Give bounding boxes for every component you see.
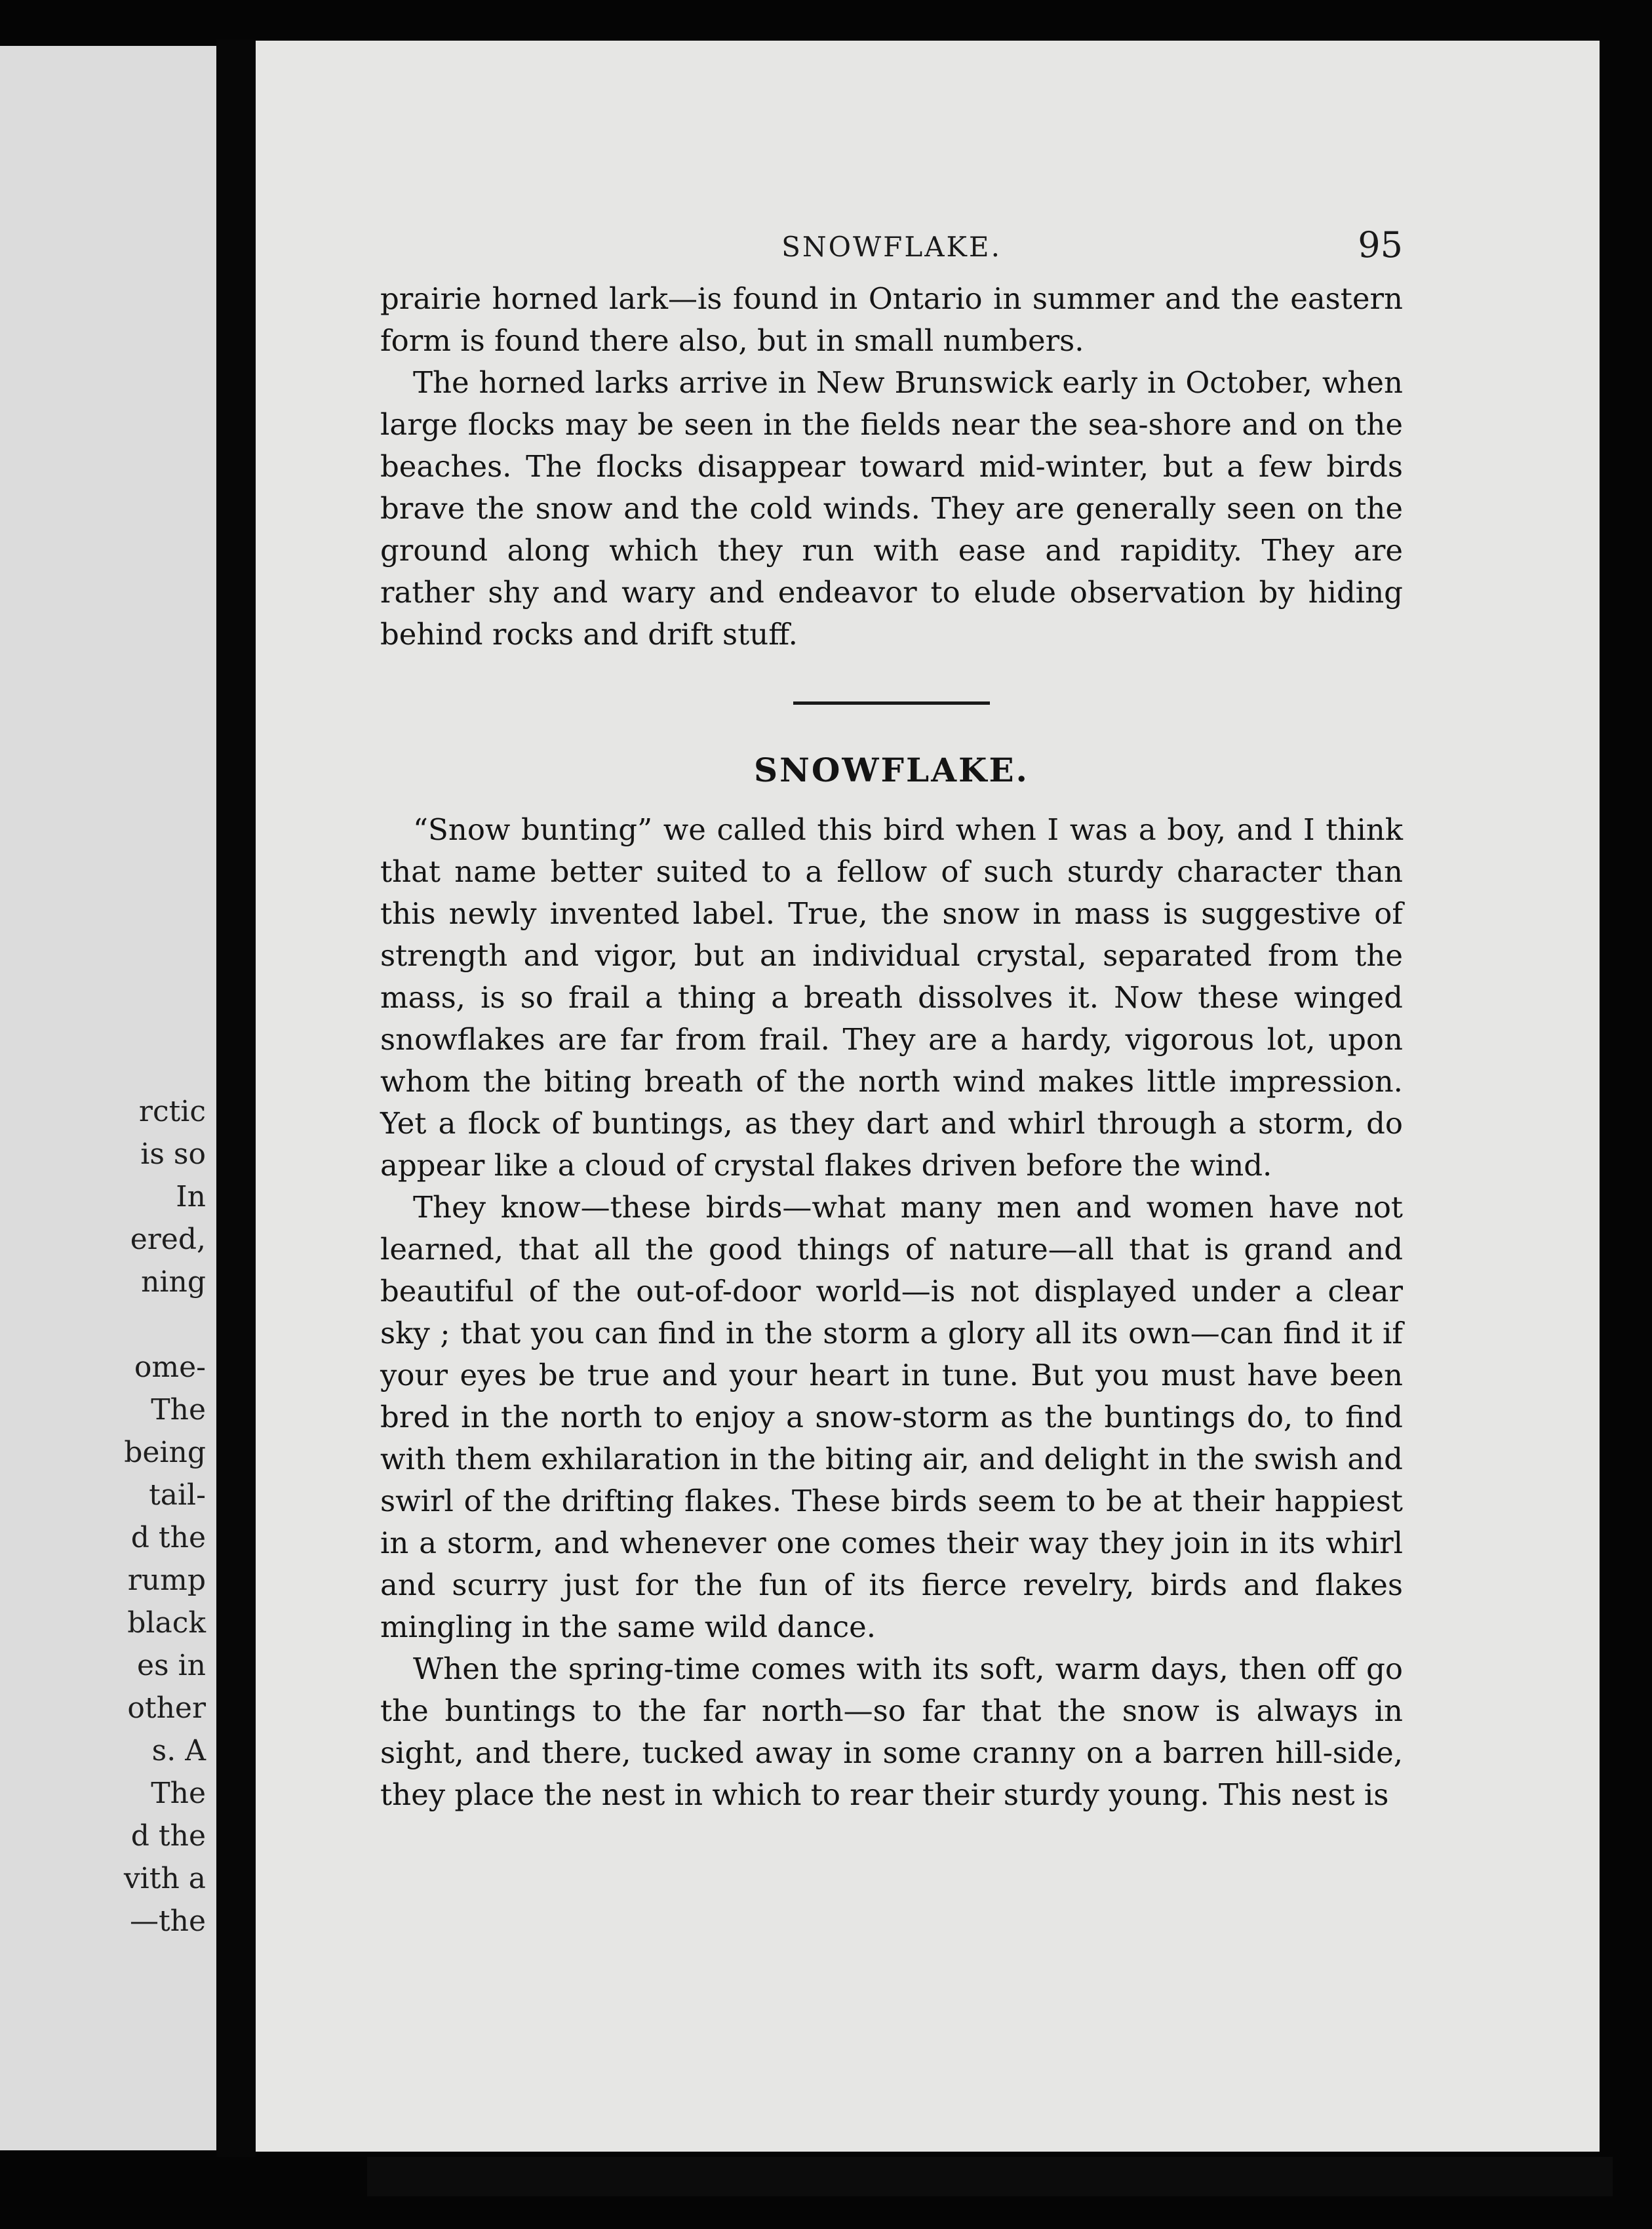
left-page-line: ome- [134, 1351, 206, 1384]
book-gutter [216, 39, 256, 2157]
left-page-line: is so [140, 1137, 206, 1171]
paragraph: The horned larks arrive in New Brunswick early in October, when large flocks may be seen in the fields near the sea-shore and on the beaches. The flocks disappear toward mid-winter, but a few birds brave the snow and the cold winds. They are generally seen on the ground along which they run with ease and rapidity. They are rather shy and wary and endeavor to elude observation by hiding behind rocks and drift stuff. [380, 365, 1403, 652]
left-page-line: In [176, 1180, 206, 1213]
left-page-line: The [151, 1777, 206, 1810]
running-head [380, 224, 1403, 277]
running-title: SNOWFLAKE. [781, 231, 1002, 263]
left-page-line: d the [130, 1521, 206, 1554]
page-number: 95 [1358, 224, 1403, 266]
paragraph: When the spring-time comes with its soft, warm days, then off go the buntings to the far north—so far that the snow is always in sight, and there, tucked away in some cranny on a barren hill-side, they place the nest in which to rear their sturdy young. This nest is [380, 1651, 1403, 1812]
left-page-line: —the [129, 1904, 206, 1938]
left-page-line: ning [141, 1265, 206, 1299]
left-page-line: rctic [138, 1095, 206, 1128]
left-page-line: vith a [123, 1862, 206, 1895]
left-page-line: other [127, 1691, 206, 1725]
left-page-line: being [124, 1436, 206, 1469]
left-page-line: tail- [149, 1478, 206, 1512]
left-page-line: The [151, 1393, 206, 1427]
paragraph: “Snow bunting” we called this bird when I was a boy, and I think that name better suited to a fellow of such sturdy character than this newly invented label. True, the snow in mass is suggestive of strength and vigor, but an individual crystal, separated from the mass, is so frail a thing a breath dissolves it. Now these winged snowflakes are far from frail. They are a hardy, vigorous lot, upon whom the biting breath of the north wind makes little impression. Yet a flock of buntings, as they dart and whirl through a storm, do appear like a cloud of crystal flakes driven before the wind. [380, 812, 1403, 1183]
section-divider [793, 701, 990, 705]
left-page-line: ered, [130, 1223, 206, 1256]
left-facing-page [0, 46, 216, 2150]
page-bottom-shadow [367, 2157, 1613, 2196]
left-page-line: es in [136, 1649, 206, 1682]
left-page-line: black [127, 1606, 206, 1640]
left-page-line: rump [127, 1564, 206, 1597]
left-page-line: s. A [151, 1734, 206, 1767]
section-heading: SNOWFLAKE. [754, 751, 1029, 789]
page-text-block [380, 224, 1403, 1816]
book-page [256, 41, 1600, 2152]
paragraph: prairie horned lark—is found in Ontario in summer and the eastern form is found there also, but in small numbers. [380, 281, 1403, 358]
left-page-line: d the [130, 1819, 206, 1853]
paragraph: They know—these birds—what many men and women have not learned, that all the good things of nature—all that is grand and beautiful of the out-of-door world—is not displayed under a clear sky ; that you can find in the storm a glory all its own—can find it if your eyes be true and your heart in tune. But you must have been bred in the north to enjoy a snow-storm as the buntings do, to find with them exhilaration in the biting air, and delight in the swish and swirl of the drifting flakes. These birds seem to be at their happiest in a storm, and whenever one comes their way they join in its whirl and scurry just for the fun of its fierce revelry, birds and flakes mingling in the same wild dance. [380, 1190, 1403, 1644]
